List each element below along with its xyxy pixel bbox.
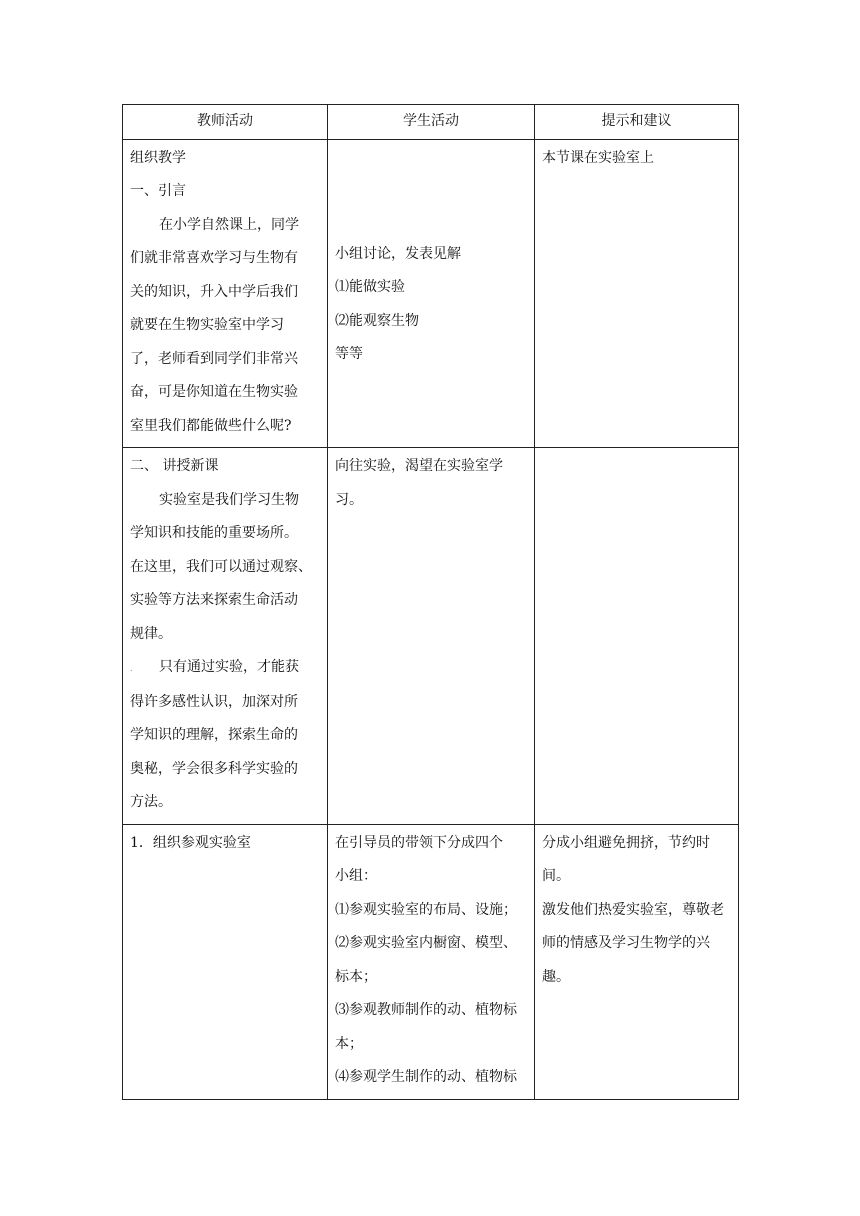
table-header-row [123, 105, 739, 140]
student-line: 等等 [335, 346, 363, 362]
student-line: ⑶参观教师制作的动、植物标 [335, 1002, 517, 1018]
student-line: 小组讨论，发表见解 [335, 245, 461, 262]
student-line: 习。 [335, 491, 363, 508]
tip-line: 师的情感及学习生物学的兴 [542, 935, 710, 951]
teacher-line-text: 只有通过实验，才能获 [159, 659, 299, 675]
student-line: ⑷参观学生制作的动、植物标 [335, 1069, 517, 1085]
student-line: 在引导员的带领下分成四个 [335, 834, 503, 851]
teacher-line: 一、引言 [130, 183, 186, 199]
teacher-line: 学知识和技能的重要场所。 [130, 525, 298, 541]
teacher-line: 规律。 [130, 625, 172, 642]
lesson-plan-table [122, 104, 739, 1100]
tip-line: 间。 [542, 868, 570, 884]
teacher-line: 学知识的理解，探索生命的 [130, 727, 298, 743]
table-row-visit-lab [123, 824, 739, 1099]
teacher-line: 得许多感性认识，加深对所 [130, 693, 298, 710]
row1-student-cell [328, 139, 535, 448]
student-line: ⑴能做实验 [335, 279, 405, 295]
teacher-line: 室里我们都能做些什么呢? [130, 417, 292, 434]
tip-line: 本节课在实验室上 [542, 149, 654, 166]
student-line: 本； [335, 1035, 363, 1052]
stray-mark: . [130, 664, 133, 673]
student-line: 标本； [335, 968, 377, 985]
student-line: ⑵参观实验室内橱窗、模型、 [335, 935, 517, 951]
teacher-line: 方法。 [130, 794, 172, 810]
teacher-line: 就要在生物实验室中学习 [130, 317, 284, 333]
row1-tip-cell [535, 139, 739, 448]
header-tips: 提示和建议 [535, 105, 739, 140]
teacher-line: 关的知识，升入中学后我们 [130, 283, 298, 300]
teacher-line: 实验室是我们学习生物 [159, 491, 299, 508]
teacher-line: 二、 讲授新课 [130, 458, 219, 474]
student-line: 小组： [335, 868, 377, 884]
row1-teacher-cell [123, 139, 328, 448]
teacher-line: 在这里，我们可以通过观察、 [130, 558, 312, 575]
row3-teacher-cell [123, 824, 328, 1099]
teacher-line: 实验等方法来探索生命活动 [130, 592, 298, 608]
teacher-line: 1．组织参观实验室 [130, 834, 251, 851]
teacher-line-with-mark [130, 651, 321, 686]
teacher-line: 组织教学 [130, 149, 186, 166]
table-row-new-lesson [123, 448, 739, 825]
student-line: ⑴参观实验室的布局、设施； [335, 901, 517, 918]
row2-teacher-cell [123, 448, 328, 825]
header-student-activity: 学生活动 [328, 105, 535, 140]
row2-student-cell [328, 448, 535, 825]
table-row-introduction [123, 139, 739, 448]
student-line: ⑵能观察生物 [335, 312, 419, 329]
row3-student-cell [328, 824, 535, 1099]
tip-line: 分成小组避免拥挤，节约时 [542, 834, 710, 851]
tip-line: 趣。 [542, 968, 570, 985]
row3-tip-cell [535, 824, 739, 1099]
student-line: 向往实验，渴望在实验室学 [335, 458, 503, 474]
row2-tip-cell [535, 448, 739, 825]
teacher-line: 了，老师看到同学们非常兴 [130, 350, 298, 367]
teacher-line: 奥秘，学会很多科学实验的 [130, 760, 298, 777]
teacher-line: 在小学自然课上，同学 [159, 216, 299, 233]
header-teacher-activity: 教师活动 [123, 105, 328, 140]
tip-line: 激发他们热爱实验室，尊敬老 [542, 901, 724, 918]
teacher-line: 们就非常喜欢学习与生物有 [130, 250, 298, 266]
teacher-line: 奋，可是你知道在生物实验 [130, 384, 298, 400]
